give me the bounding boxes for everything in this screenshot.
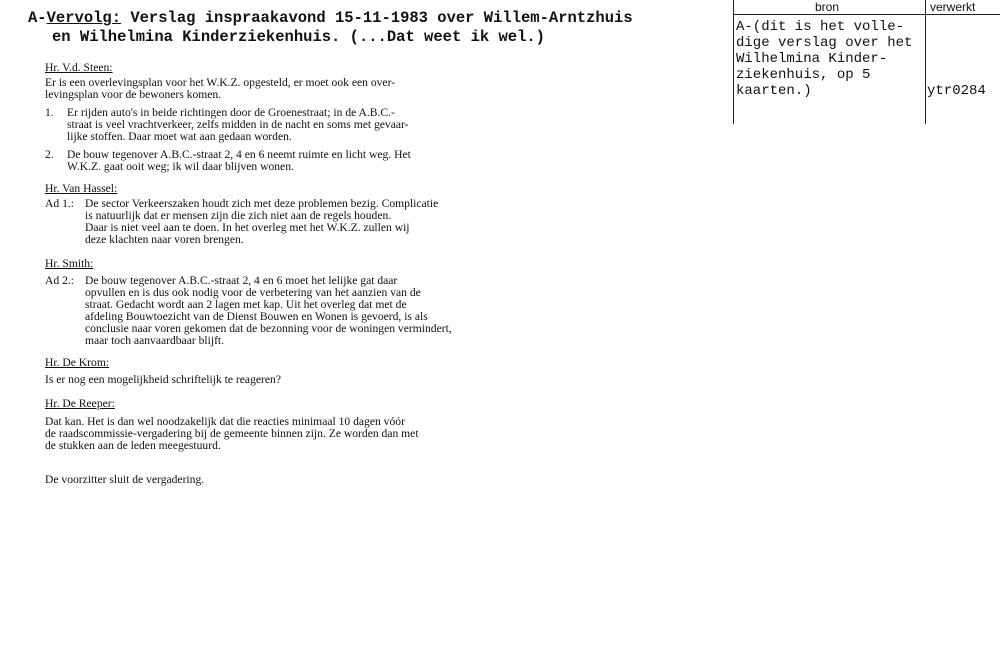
smith-line: straat. Gedacht wordt aan 2 lagen met kap. Uit het overleg dat met de	[85, 298, 407, 311]
closing-line: De voorzitter sluit de vergadering.	[45, 473, 205, 486]
bron-cell-line: Wilhelmina Kinder-	[736, 51, 888, 67]
speaker-van-hassel: Hr. Van Hassel:	[45, 182, 118, 195]
smith-line: De bouw tegenover A.B.C.-straat 2, 4 en 6 moet het lelijke gat daar	[85, 274, 398, 287]
steen-item2-line: W.K.Z. gaat ooit weg; ik wil daar blijven wonen.	[67, 160, 294, 173]
steen-intro-line: levingsplan voor de bewoners komen.	[45, 88, 222, 101]
title-prefix: A-	[28, 9, 47, 27]
hassel-line: is natuurlijk dat er mensen zijn die zich niet aan de regels houden.	[85, 209, 392, 222]
table-divider	[925, 0, 926, 124]
bron-cell-line: dige verslag over het	[736, 35, 913, 51]
speaker-smith: Hr. Smith:	[45, 257, 94, 270]
hassel-line: deze klachten naar voren brengen.	[85, 233, 244, 246]
bron-cell-line: kaarten.)	[736, 83, 812, 99]
steen-item1-line: straat is veel vrachtverkeer, zelfs midden in de nacht en soms met gevaar-	[67, 118, 409, 131]
reeper-line: de stukken aan de leden meegestuurd.	[45, 439, 221, 452]
smith-line: afdeling Bouwtoezicht van de Dienst Bouwen en Wonen is gevoerd, is als	[85, 310, 428, 323]
title-rest: Verslag inspraakavond 15-11-1983 over Willem-Arntzhuis	[121, 9, 633, 27]
column-header-bron: bron	[815, 0, 840, 14]
hassel-line: Daar is niet veel aan te doen. In het overleg met het W.K.Z. zullen wij	[85, 221, 410, 234]
document-title-line1	[28, 9, 633, 27]
reeper-line: de raadscommissie-vergadering bij de gemeente binnen zijn. Ze worden dan met	[45, 427, 419, 440]
hassel-line: De sector Verkeerszaken houdt zich met deze problemen bezig. Complicatie	[85, 197, 439, 210]
item-number: 2.	[45, 148, 54, 161]
speaker-de-krom: Hr. De Krom:	[45, 356, 110, 369]
ad-label: Ad 2.:	[45, 274, 74, 287]
bron-cell-line: A-(dit is het volle-	[736, 19, 905, 35]
table-header-rule	[733, 14, 1000, 15]
source-table	[733, 0, 1000, 124]
table-border-left	[733, 0, 734, 124]
item-number: 1.	[45, 106, 54, 119]
ad-label: Ad 1.:	[45, 197, 74, 210]
reeper-line: Dat kan. Het is dan wel noodzakelijk dat die reacties minimaal 10 dagen vóór	[45, 415, 405, 428]
steen-intro-line: Er is een overlevingsplan voor het W.K.Z. opgesteld, er moet ook een over-	[45, 76, 396, 89]
document-title-line2: en Wilhelmina Kinderziekenhuis. (...Dat weet ik wel.)	[52, 28, 545, 46]
verwerkt-cell-value: ytr0284	[927, 83, 986, 99]
speaker-vd-steen: Hr. V.d. Steen:	[45, 61, 113, 74]
krom-line: Is er nog een mogelijkheid schriftelijk te reageren?	[45, 373, 281, 386]
smith-line: conclusie naar voren gekomen dat de bezonning voor de woningen vermindert,	[85, 322, 452, 335]
steen-item2-line: De bouw tegenover A.B.C.-straat 2, 4 en 6 neemt ruimte en licht weg. Het	[67, 148, 411, 161]
column-header-verwerkt: verwerkt	[930, 0, 976, 14]
bron-cell-line: ziekenhuis, op 5	[736, 67, 871, 83]
smith-line: maar toch aanvaardbaar blijft.	[85, 334, 225, 347]
smith-line: opvullen en is dus ook nodig voor de verbetering van het aanzien van de	[85, 286, 421, 299]
speaker-de-reeper: Hr. De Reeper:	[45, 397, 115, 410]
steen-item1-line: lijke stoffen. Daar moet wat aan gedaan worden.	[67, 130, 292, 143]
title-vervolg: Vervolg:	[46, 9, 122, 27]
steen-item1-line: Er rijden auto's in beide richtingen door de Groenestraat; in de A.B.C.-	[67, 106, 395, 119]
